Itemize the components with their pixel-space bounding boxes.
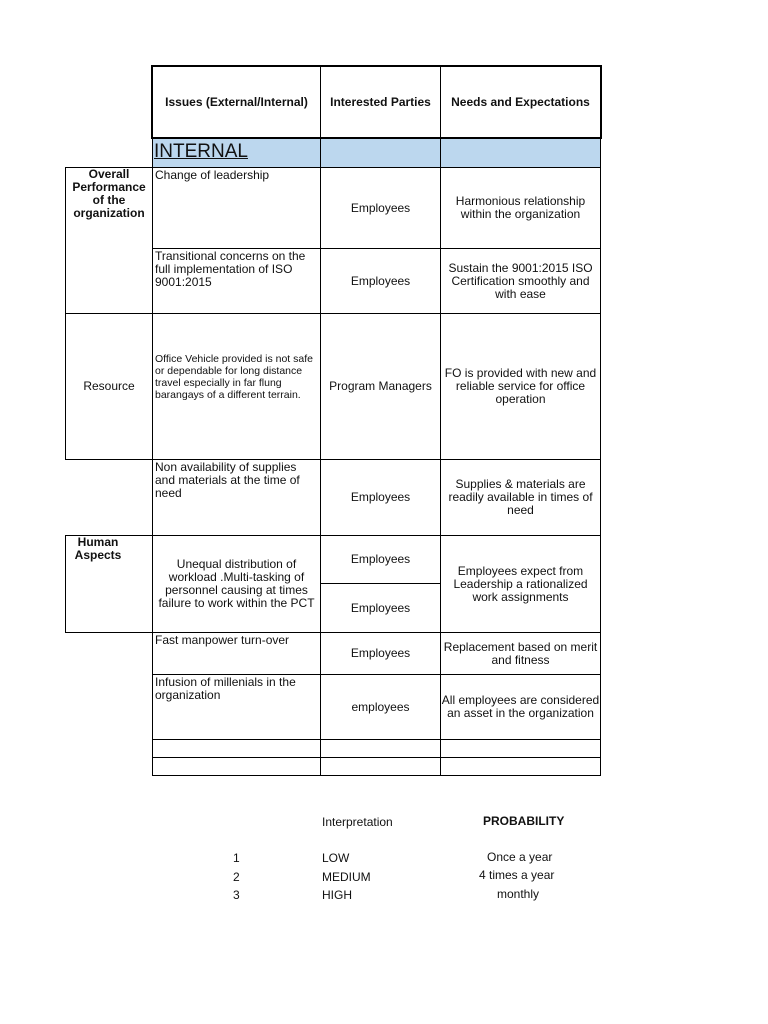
issue-cell: Infusion of millenials in the organization	[155, 675, 296, 702]
legend-prob: Once a year	[487, 850, 553, 864]
legend-num: 2	[233, 870, 240, 884]
legend-prob: monthly	[497, 887, 540, 901]
issue-cell: Non availability of supplies and materials at the time of need	[155, 460, 300, 500]
legend-level: LOW	[322, 851, 350, 865]
header-issues: Issues (External/Internal)	[165, 94, 308, 109]
group-resource: Resource	[83, 379, 135, 393]
party-cell: employees	[351, 699, 410, 714]
need-cell: All employees are considered an asset in the organization	[441, 693, 600, 720]
legend-num: 1	[233, 851, 240, 865]
legend-probability-header: PROBABILITY	[483, 814, 565, 828]
group-human	[66, 536, 152, 566]
party-cell: Employees	[350, 490, 411, 504]
section-label: INTERNAL	[154, 141, 248, 162]
group-human-label: Human Aspects	[74, 535, 122, 562]
party-cell: Employees	[350, 600, 411, 615]
need-cell: FO is provided with new and reliable service for office operation	[444, 366, 597, 406]
party-cell: Employees	[350, 646, 411, 660]
issue-cell: Transitional concerns on the full implementation of ISO 9001:2015	[155, 249, 306, 289]
legend-interpretation-header: Interpretation	[322, 815, 393, 829]
legend-level: HIGH	[322, 888, 352, 902]
party-cell: Employees	[350, 273, 411, 288]
row-line	[152, 739, 601, 740]
header-needs: Needs and Expectations	[451, 94, 590, 109]
issue-cell: Office Vehicle provided is not safe or dependable for long distance travel especially in far flung barangays of a different terrain.	[155, 353, 313, 401]
issue-cell: Fast manpower turn-over	[155, 633, 290, 647]
party-cell: Program Managers	[329, 379, 432, 393]
col-right	[600, 139, 601, 776]
need-cell: Harmonious relationship within the organization	[455, 194, 586, 221]
header-bottom-border	[151, 137, 602, 139]
party-cell: Employees	[350, 552, 411, 566]
party-cell: Employees	[350, 200, 411, 215]
need-cell: Employees expect from Leadership a rationalized work assignments	[453, 563, 588, 604]
issue-cell: Change of leadership	[155, 168, 270, 182]
row-line	[152, 775, 601, 776]
issue-cell: Unequal distribution of workload .Multi-tasking of personnel causing at times failure to work within the PCT	[158, 557, 315, 610]
header-parties: Interested Parties	[330, 94, 431, 109]
need-cell: Sustain the 9001:2015 ISO Certification smoothly and with ease	[448, 260, 593, 301]
table-right-border	[600, 65, 602, 139]
legend-num: 3	[233, 888, 240, 902]
legend-level: MEDIUM	[322, 870, 371, 884]
legend-prob: 4 times a year	[479, 868, 555, 882]
group-overall: Overall Performance of the organization	[72, 167, 146, 220]
row-line	[152, 757, 601, 758]
need-cell: Replacement based on merit and fitness	[443, 639, 598, 667]
need-cell: Supplies & materials are readily available in times of need	[448, 477, 593, 517]
